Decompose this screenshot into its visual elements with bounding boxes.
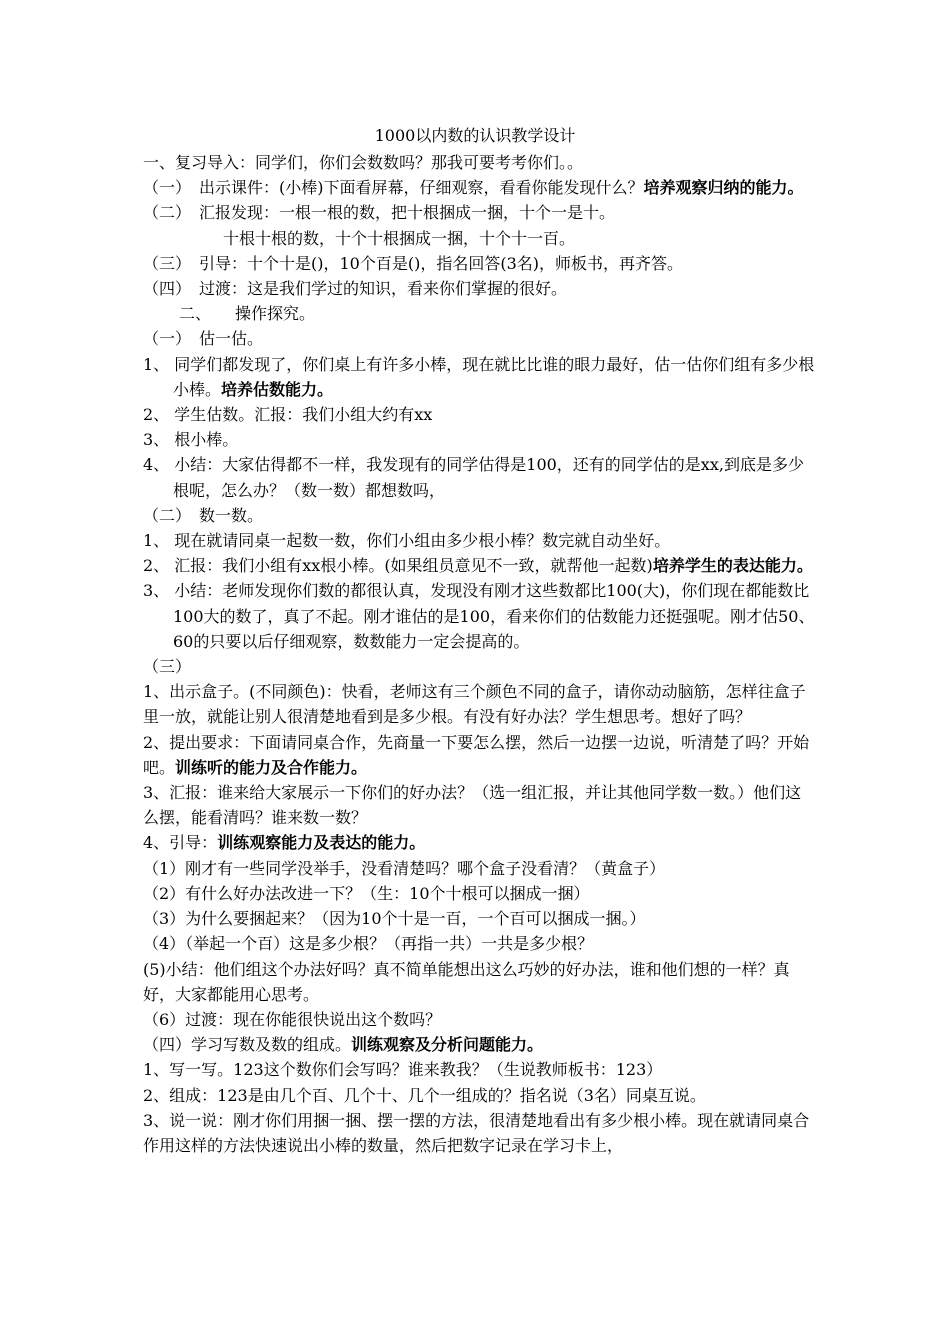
paragraph <box>143 326 815 351</box>
paragraph-text: 3、 根小棒。 <box>143 430 239 450</box>
paragraph <box>143 1057 815 1082</box>
paragraph-text: 2、 汇报：我们小组有xx根小棒。(如果组员意见不一致，就帮他一起数) <box>143 556 653 576</box>
paragraph <box>143 352 815 402</box>
paragraph-text: 1、出示盒子。(不同颜色)：快看，老师这有三个颜色不同的盒子，请你动动脑筋，怎样往盒子里一放，就能让别人很清楚地看到是多少根。有没有好办法？学生想思考。想好了吗？ <box>143 682 806 727</box>
paragraph <box>143 881 815 906</box>
paragraph-text: 1、写一写。123这个数你们会写吗？谁来教我？（生说教师板书：123） <box>143 1060 663 1080</box>
paragraph-text: (5)小结：他们组这个办法好吗？真不简单能想出这么巧妙的好办法，谁和他们想的一样？真好，大家都能用心思考。 <box>143 959 790 1004</box>
paragraph <box>143 301 815 326</box>
emphasis-text: 培养估数能力。 <box>221 379 334 399</box>
document-body <box>143 150 815 1158</box>
paragraph-text: 4、 小结：大家估得都不一样，我发现有的同学估得是100，还有的同学估的是xx,到底是多少根呢，怎么办？（数一数）都想数吗， <box>143 455 804 500</box>
paragraph-text: （6）过渡：现在你能很快说出这个数吗？ <box>143 1009 442 1029</box>
paragraph-text: （三） <box>143 657 192 677</box>
paragraph <box>143 427 815 452</box>
paragraph-text: 1、 同学们都发现了，你们桌上有许多小棒，现在就比比谁的眼力最好，估一估你们组有多少根小棒。 <box>143 354 815 399</box>
paragraph <box>143 679 815 729</box>
paragraph <box>143 226 815 251</box>
paragraph-text: 2、提出要求：下面请同桌合作，先商量一下要怎么摆，然后一边摆一边说，听清楚了吗？开始吧。 <box>143 732 810 777</box>
emphasis-text: 训练观察能力及表达的能力。 <box>217 833 426 853</box>
paragraph <box>143 1007 815 1032</box>
paragraph-text: （二） 汇报发现：一根一根的数，把十根捆成一捆，十个一是十。 <box>143 203 616 223</box>
paragraph <box>143 906 815 931</box>
paragraph-text: （3）为什么要捆起来？（因为10个十是一百，一个百可以捆成一捆。） <box>143 909 646 929</box>
paragraph-text: 2、组成：123是由几个百、几个十、几个一组成的？指名说（3名）同桌互说。 <box>143 1085 706 1105</box>
emphasis-text: 培养观察归纳的能力。 <box>643 178 804 198</box>
paragraph-text: 3、说一说：刚才你们用捆一捆、摆一摆的方法，很清楚地看出有多少根小棒。现在就请同桌合作用这样的方法快速说出小棒的数量，然后把数字记录在学习卡上， <box>143 1110 810 1155</box>
paragraph <box>143 957 815 1007</box>
paragraph-text: 3、 小结：老师发现你们数的都很认真，发现没有刚才这些数都比100(大)，你们现在都能数比100大的数了，真了不起。刚才谁估的是100，看来你们的估数能力还挺强呢。刚才估50、60的只要以后仔细观察，数数能力一定会提高的。 <box>143 581 815 651</box>
paragraph <box>143 830 815 855</box>
paragraph-text: 十根十根的数，十个十根捆成一捆，十个十一百。 <box>223 228 576 248</box>
paragraph-text: 1、 现在就请同桌一起数一数，你们小组由多少根小棒？数完就自动坐好。 <box>143 531 671 551</box>
document-title: 1000以内数的认识教学设计 <box>374 126 576 145</box>
paragraph-text: （1）刚才有一些同学没举手，没看清楚吗？哪个盒子没看清？（黄盒子） <box>143 858 666 878</box>
paragraph <box>143 1108 815 1158</box>
paragraph <box>143 503 815 528</box>
paragraph <box>143 200 815 225</box>
paragraph-text: （一） 估一估。 <box>143 329 264 349</box>
paragraph-text: （一） 出示课件：(小棒)下面看屏幕，仔细观察，看看你能发现什么？ <box>143 178 644 198</box>
emphasis-text: 训练听的能力及合作能力。 <box>175 757 368 777</box>
paragraph-text: 2、 学生估数。汇报：我们小组大约有xx <box>143 405 433 425</box>
paragraph <box>143 1083 815 1108</box>
paragraph <box>143 578 815 654</box>
paragraph-text: （三） 引导：十个十是()，10个百是()，指名回答(3名)，师板书，再齐答。 <box>143 253 683 273</box>
emphasis-text: 培养学生的表达能力。 <box>652 556 813 576</box>
paragraph-text: （四）学习写数及数的组成。 <box>143 1035 352 1055</box>
paragraph <box>143 276 815 301</box>
paragraph-text: 一、复习导入：同学们，你们会数数吗？那我可要考考你们。。 <box>143 153 584 172</box>
paragraph-text: 二、 操作探究。 <box>179 304 316 324</box>
paragraph-text: （4）（举起一个百）这是多少根？（再指一共）一共是多少根？ <box>143 934 594 954</box>
paragraph <box>143 452 815 502</box>
paragraph-text: （四） 过渡：这是我们学过的知识，看来你们掌握的很好。 <box>143 279 568 299</box>
paragraph <box>143 730 815 780</box>
paragraph <box>143 528 815 553</box>
paragraph-text: （二） 数一数。 <box>143 505 264 525</box>
paragraph <box>143 654 815 679</box>
paragraph <box>143 1032 815 1057</box>
paragraph <box>143 175 815 200</box>
paragraph-text: （2）有什么好办法改进一下？（生：10个十根可以捆成一捆） <box>143 883 590 903</box>
paragraph-text: 3、汇报：谁来给大家展示一下你们的好办法？（选一组汇报，并让其他同学数一数。）他们这么摆，能看清吗？谁来数一数？ <box>143 783 802 828</box>
paragraph <box>143 856 815 881</box>
paragraph <box>143 553 815 578</box>
paragraph <box>143 780 815 830</box>
paragraph <box>143 402 815 427</box>
paragraph <box>143 150 815 175</box>
emphasis-text: 训练观察及分析问题能力。 <box>351 1035 544 1055</box>
paragraph <box>143 931 815 956</box>
paragraph-text: 4、引导： <box>143 833 218 853</box>
paragraph <box>143 251 815 276</box>
